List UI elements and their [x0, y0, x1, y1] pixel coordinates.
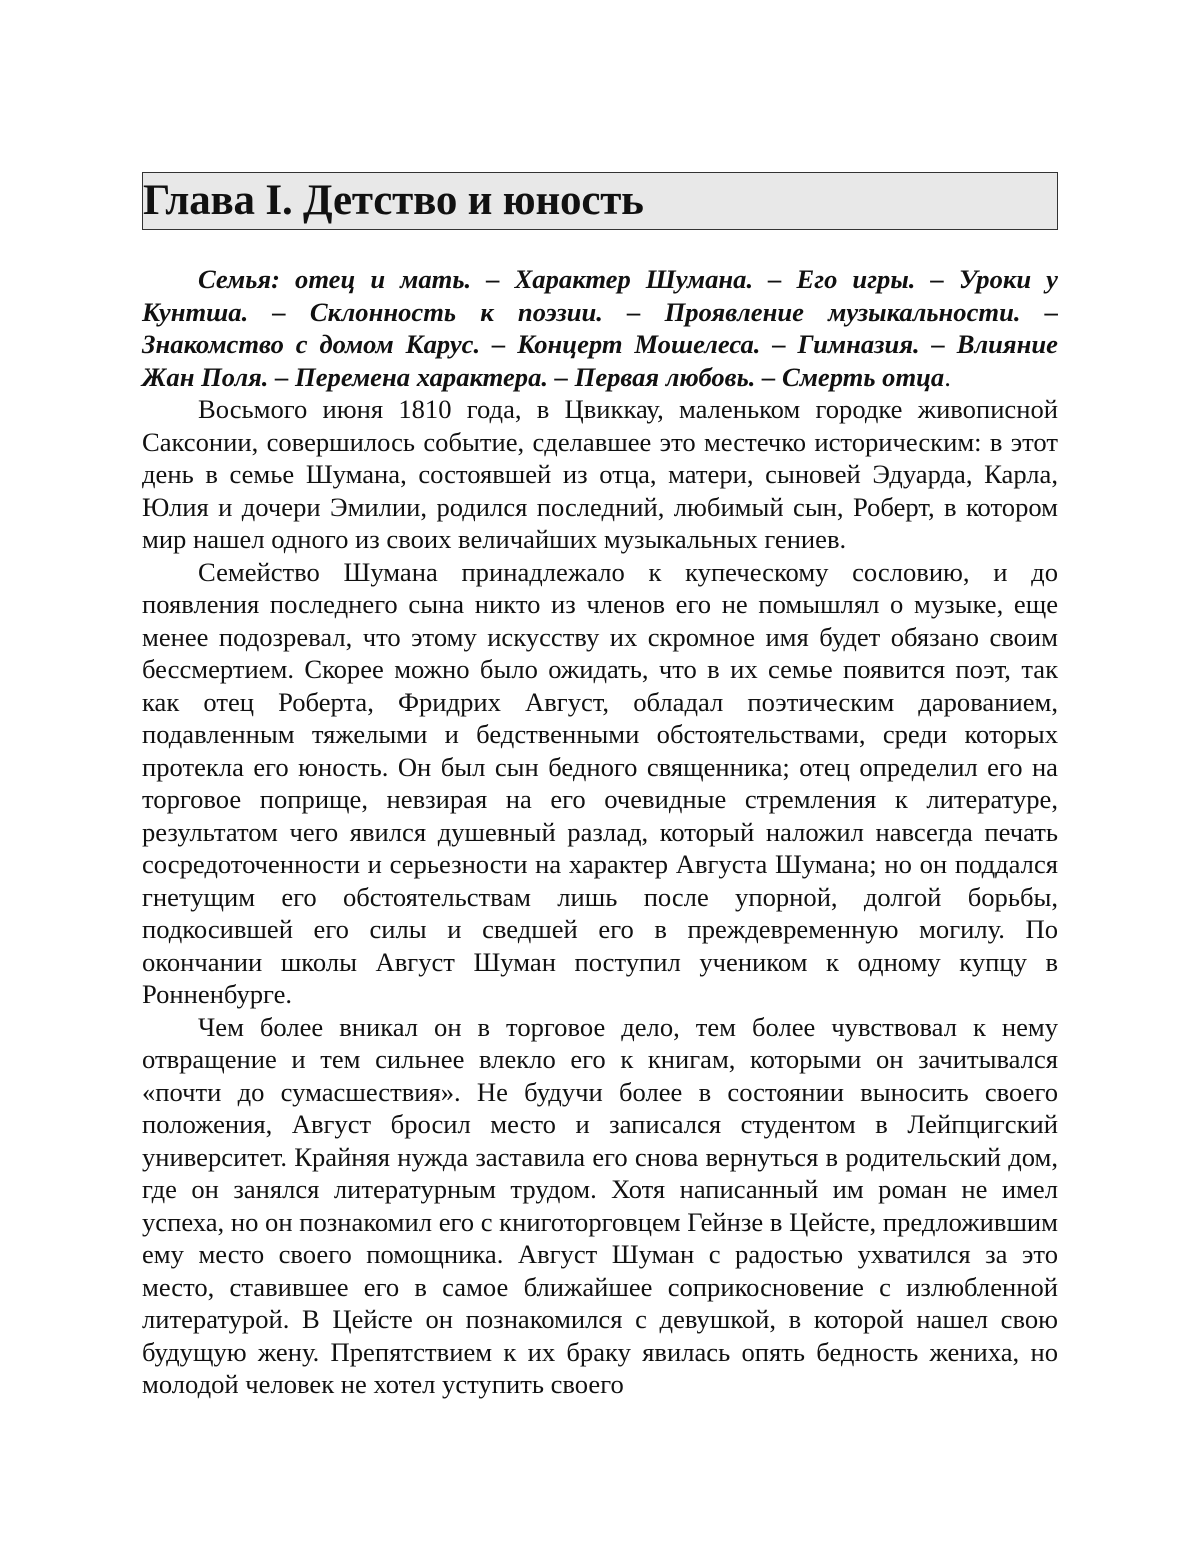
document-page [142, 172, 1058, 1401]
chapter-summary-period: . [944, 362, 951, 392]
paragraph-2: Семейство Шумана принадлежало к купеческому сословию, и до появления последнего сына никто из членов его не помышлял о музыке, еще менее подозревал, что этому искусству их скромное имя будет обязано своим бессмертием. Скорее можно было ожидать, что в их семье появится поэт, так как отец Роберта, Фридрих Август, обладал поэтическим дарованием, подавленным тяжелыми и бедственными обстоятельствами, среди которых протекла его юность. Он был сын бедного священника; отец определил его на торговое поприще, невзирая на его очевидные стремления к литературе, результатом чего явился душевный разлад, который наложил навсегда печать сосредоточенности и серьезности на характер Августа Шумана; но он поддался гнетущим его обстоятельствам лишь после упорной, долгой борьбы, подкосившей его силы и сведшей его в преждевременную могилу. По окончании школы Август Шуман поступил учеником к одному купцу в Ронненбурге. [142, 556, 1058, 1011]
paragraph-1: Восьмого июня 1810 года, в Цвиккау, маленьком городке живописной Саксонии, совершилось событие, сделавшее это местечко историческим: в этот день в семье Шумана, состоявшей из отца, матери, сыновей Эдуарда, Карла, Юлия и дочери Эмилии, родился последний, любимый сын, Роберт, в котором мир нашел одного из своих величайших музыкальных гениев. [142, 393, 1058, 556]
chapter-summary [142, 263, 1058, 393]
paragraph-3: Чем более вникал он в торговое дело, тем более чувствовал к нему отвращение и тем сильнее влекло его к книгам, которыми он зачитывался «почти до сумасшествия». Не будучи более в состоянии выносить своего положения, Август бросил место и записался студентом в Лейпцигский университет. Крайняя нужда заставила его снова вернуться в родительский дом, где он занялся литературным трудом. Хотя написанный им роман не имел успеха, но он познакомил его с книготорговцем Гейнзе в Цейсте, предложившим ему место своего помощника. Август Шуман с радостью ухватился за это место, ставившее его в самое ближайшее соприкосновение с излюбленной литературой. В Цейсте он познакомился с девушкой, в которой нашел свою будущую жену. Препятствием к их браку явилась опять бедность жениха, но молодой человек не хотел уступить своего [142, 1011, 1058, 1401]
chapter-title: Глава I. Детство и юность [142, 172, 1058, 230]
chapter-summary-text: Семья: отец и мать. – Характер Шумана. – Его игры. – Уроки у Кунтша. – Склонность к поэзии. – Проявление музыкальности. – Знакомство с домом Карус. – Концерт Мошелеса. – Гимназия. – Влияние Жан Поля. – Перемена характера. – Первая любовь. – Смерть отца [142, 264, 1058, 392]
